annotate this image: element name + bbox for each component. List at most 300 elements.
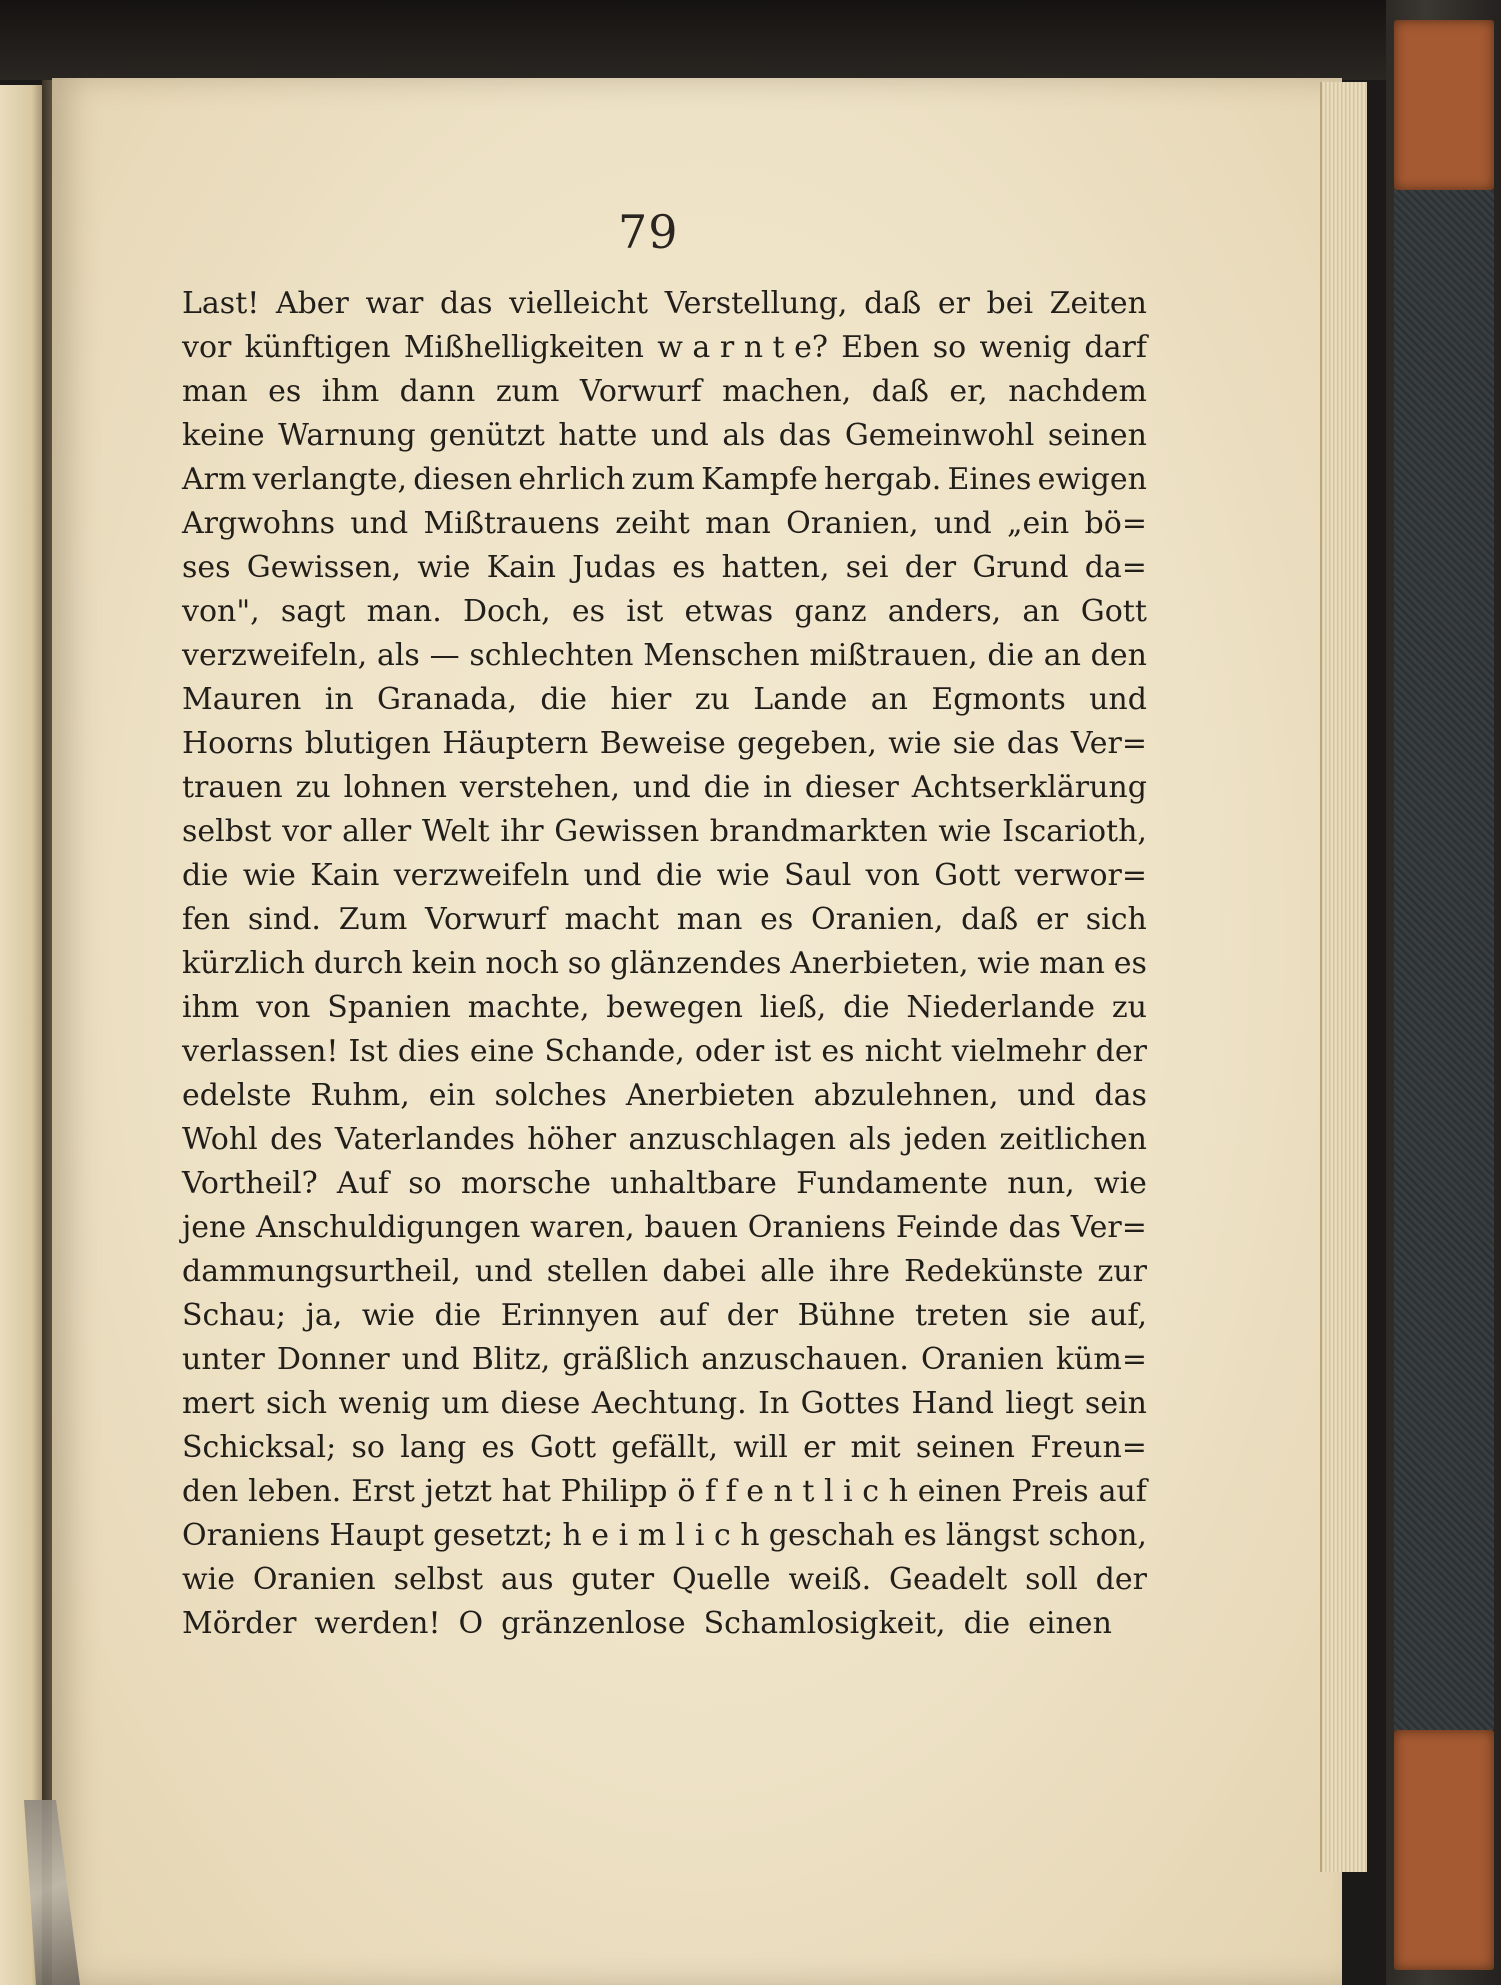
text-word: den <box>182 1474 239 1509</box>
text-word: Mißhelligkeiten <box>403 330 644 365</box>
text-line <box>182 326 1147 370</box>
text-word: Gewissen, <box>246 550 402 585</box>
text-word: mert <box>182 1386 255 1421</box>
text-word: es <box>821 1034 855 1069</box>
text-word: und <box>350 506 409 541</box>
text-word: jene <box>182 1210 247 1245</box>
text-word: es <box>481 1430 515 1465</box>
text-word: an <box>1022 594 1060 629</box>
text-word: man <box>1039 946 1105 981</box>
text-word: brandmarkten <box>709 814 928 849</box>
text-line <box>182 502 1147 546</box>
text-word: verzweifeln <box>393 858 570 893</box>
text-word: stellen <box>546 1254 649 1289</box>
text-word: Vortheil? <box>182 1166 318 1201</box>
text-word: hergab. <box>824 462 942 497</box>
text-word: so <box>408 1166 442 1201</box>
text-word: er, <box>949 374 988 409</box>
text-word: man <box>182 374 248 409</box>
text-word: Ver= <box>1070 1210 1147 1245</box>
text-word: sich <box>266 1386 328 1421</box>
text-word: und <box>632 770 691 805</box>
text-word: nicht <box>864 1034 942 1069</box>
text-word: er <box>1035 902 1069 937</box>
text-word: zu <box>694 682 730 717</box>
text-word: in <box>324 682 354 717</box>
text-word: schlechten <box>469 638 634 673</box>
text-word: das <box>1008 1210 1061 1245</box>
book-cover-top <box>0 0 1501 80</box>
text-word: weiß. <box>788 1562 872 1597</box>
text-word: das <box>1094 1078 1147 1113</box>
text-word: auf <box>1098 1474 1147 1509</box>
text-word: die <box>963 1606 1011 1641</box>
text-word: das <box>778 418 832 453</box>
text-word: dann <box>399 374 476 409</box>
text-word: Oranien, <box>786 506 919 541</box>
text-word: Bühne <box>797 1298 896 1333</box>
text-word: in <box>763 770 792 805</box>
text-line <box>182 1338 1147 1382</box>
text-word: Kampfe <box>701 462 818 497</box>
text-word: wie <box>716 858 770 893</box>
text-word: Arm <box>182 462 247 497</box>
text-word: dieser <box>804 770 899 805</box>
text-line <box>182 1514 1147 1558</box>
text-word: der <box>726 1298 779 1333</box>
text-line <box>182 370 1147 414</box>
text-word: Blitz, <box>471 1342 551 1377</box>
text-word: „ein <box>1007 506 1070 541</box>
text-line <box>182 942 1147 986</box>
text-word: Eben <box>841 330 920 365</box>
text-line <box>182 458 1147 502</box>
text-word: Mörder <box>182 1606 297 1641</box>
text-word: verstehen, <box>459 770 621 805</box>
text-word: gränzenlose <box>501 1606 686 1641</box>
text-word: auf, <box>1090 1298 1147 1333</box>
facing-page-edge <box>0 85 45 1985</box>
text-word: trauen <box>182 770 283 805</box>
text-line <box>182 1118 1147 1162</box>
text-word: Vorwurf <box>579 374 702 409</box>
text-word: Zeiten <box>1049 286 1147 321</box>
text-line <box>182 1030 1147 1074</box>
text-word: der <box>1095 1034 1147 1069</box>
text-word: Verstellung, <box>664 286 848 321</box>
text-word: der <box>1095 1562 1147 1597</box>
text-word: guter <box>571 1562 655 1597</box>
text-word: Aber <box>275 286 349 321</box>
text-word: Anschuldigungen <box>255 1210 521 1245</box>
text-line <box>182 1382 1147 1426</box>
text-word: so <box>932 330 967 365</box>
text-word: wenig <box>979 330 1072 365</box>
text-word: dies <box>397 1034 460 1069</box>
text-word: edelste <box>182 1078 292 1113</box>
text-word: anders, <box>887 594 1002 629</box>
text-word: es <box>1113 946 1147 981</box>
text-word: Saul <box>784 858 852 893</box>
text-word: zeiht <box>615 506 690 541</box>
text-word: es <box>760 902 794 937</box>
text-word: die <box>540 682 587 717</box>
text-word: zum <box>631 462 695 497</box>
text-word: Anerbieten <box>625 1078 795 1113</box>
text-word: gräßlich <box>562 1342 690 1377</box>
text-word: selbst <box>393 1562 484 1597</box>
text-word: will <box>733 1430 788 1465</box>
text-word: und <box>650 418 709 453</box>
text-word: Niederlande <box>906 990 1096 1025</box>
text-word: Schicksal; <box>182 1430 337 1465</box>
text-word: wie <box>242 858 296 893</box>
leather-corner-bottom <box>1394 1730 1494 1970</box>
text-word: Judas <box>572 550 656 585</box>
text-word: lohnen <box>343 770 447 805</box>
text-line <box>182 986 1147 1030</box>
text-word: die <box>703 770 751 805</box>
text-word: vielmehr <box>951 1034 1086 1069</box>
marbled-cloth-cover <box>1394 190 1494 1730</box>
text-line <box>182 1602 1147 1646</box>
text-word: glänzendes <box>610 946 782 981</box>
text-line <box>182 414 1147 458</box>
text-word: die <box>182 858 229 893</box>
text-word: an <box>1043 638 1081 673</box>
text-word: In <box>758 1386 790 1421</box>
text-word: Grund <box>972 550 1069 585</box>
text-word: Quelle <box>672 1562 771 1597</box>
text-word: Oraniens <box>182 1518 321 1553</box>
text-word: ihr <box>500 814 544 849</box>
text-word: hatten, <box>721 550 830 585</box>
text-word: zu <box>295 770 331 805</box>
text-word: Geadelt <box>889 1562 1008 1597</box>
text-word: Menschen <box>643 638 800 673</box>
text-word: Fundamente <box>796 1166 988 1201</box>
text-word: treten <box>914 1298 1009 1333</box>
text-word: liegt <box>1005 1386 1074 1421</box>
text-word: höher <box>527 1122 617 1157</box>
text-word: war <box>365 286 424 321</box>
text-word: oder <box>694 1034 765 1069</box>
text-word: daß <box>871 374 929 409</box>
text-word: Hoorns <box>182 726 294 761</box>
text-word: Oranien <box>252 1562 376 1597</box>
text-word: vielleicht <box>509 286 649 321</box>
text-word: einen <box>1028 1606 1112 1641</box>
text-word: und <box>1089 682 1147 717</box>
text-word: sie <box>1027 1298 1071 1333</box>
text-word: Ist <box>348 1034 388 1069</box>
text-word: Eines <box>947 462 1032 497</box>
text-word: und <box>583 858 642 893</box>
text-word: sagt <box>280 594 346 629</box>
text-word: Spanien <box>327 990 451 1025</box>
text-line <box>182 898 1147 942</box>
text-word: Mauren <box>182 682 302 717</box>
text-word: Erinnyen <box>500 1298 640 1333</box>
text-word: w a r n t e? <box>657 330 828 365</box>
text-line <box>182 1470 1147 1514</box>
text-word: O <box>458 1606 484 1641</box>
text-word: Aechtung. <box>591 1386 747 1421</box>
page-number: 79 <box>618 205 679 259</box>
text-word: noch <box>485 946 559 981</box>
text-word: anzuschlagen <box>628 1122 837 1157</box>
text-word: Last! <box>182 286 260 321</box>
text-word: und <box>1017 1078 1076 1113</box>
text-word: Welt <box>421 814 490 849</box>
text-word: ihm <box>321 374 380 409</box>
text-word: macht <box>564 902 660 937</box>
text-word: Oranien, <box>811 902 944 937</box>
text-word: aus <box>500 1562 554 1597</box>
text-word: bauen <box>644 1210 738 1245</box>
text-word: h e i m l i c h <box>562 1518 760 1553</box>
text-word: Iscarioth, <box>1002 814 1147 849</box>
page-stack-edges <box>1320 82 1367 1872</box>
text-word: Freun= <box>1030 1430 1147 1465</box>
text-word: Wohl <box>182 1122 258 1157</box>
text-word: darf <box>1084 330 1147 365</box>
text-word: ein <box>428 1078 476 1113</box>
text-word: verwor= <box>1014 858 1147 893</box>
text-word: Auf <box>336 1166 390 1201</box>
text-word: man. <box>366 594 442 629</box>
text-word: Vorwurf <box>425 902 547 937</box>
text-word: Zum <box>338 902 408 937</box>
text-word: von", <box>182 594 260 629</box>
text-line <box>182 810 1147 854</box>
text-word: und <box>933 506 992 541</box>
text-word: längst <box>945 1518 1040 1553</box>
text-line <box>182 1206 1147 1250</box>
text-word: abzulehnen, <box>813 1078 999 1113</box>
text-word: man <box>705 506 771 541</box>
text-word: bei <box>986 286 1034 321</box>
text-word: lang <box>400 1430 467 1465</box>
text-word: unter <box>182 1342 265 1377</box>
text-word: wie <box>361 1298 415 1333</box>
text-word: nun, <box>1007 1166 1075 1201</box>
text-word: zum <box>495 374 560 409</box>
text-word: hatte <box>558 418 638 453</box>
text-word: jetzt <box>424 1474 492 1509</box>
text-word: ist <box>774 1034 812 1069</box>
text-word: waren, <box>530 1210 635 1245</box>
text-word: mit <box>850 1430 901 1465</box>
text-word: wie <box>182 1562 236 1597</box>
text-word: Kain <box>486 550 556 585</box>
text-word: ses <box>182 550 231 585</box>
text-word: dabei <box>662 1254 746 1289</box>
text-word: Doch, <box>462 594 551 629</box>
text-word: sei <box>845 550 889 585</box>
text-word: morsche <box>460 1166 592 1201</box>
text-word: die <box>434 1298 482 1333</box>
text-word: von <box>865 858 920 893</box>
text-word: soll <box>1025 1562 1078 1597</box>
text-word: ja, <box>305 1298 343 1333</box>
text-line <box>182 634 1147 678</box>
text-word: wenig <box>338 1386 431 1421</box>
text-word: Haupt <box>329 1518 424 1553</box>
text-word: ihre <box>828 1254 890 1289</box>
text-word: es <box>571 594 606 629</box>
text-word: sein <box>1084 1386 1147 1421</box>
text-word: als <box>722 418 766 453</box>
text-word: unhaltbare <box>610 1166 777 1201</box>
text-word: Ruhm, <box>310 1078 410 1113</box>
text-line <box>182 1250 1147 1294</box>
text-word: es <box>672 550 706 585</box>
text-word: Donner <box>276 1342 390 1377</box>
text-word: nachdem <box>1008 374 1147 409</box>
text-line <box>182 1426 1147 1470</box>
text-word: diesen <box>413 462 513 497</box>
text-word: verzweifeln, <box>182 638 368 673</box>
text-word: wie <box>417 550 471 585</box>
text-word: Hand <box>911 1386 994 1421</box>
text-word: leben. <box>248 1474 342 1509</box>
text-word: und <box>401 1342 460 1377</box>
text-word: auf <box>658 1298 708 1333</box>
text-word: Oraniens <box>747 1210 886 1245</box>
text-word: bewegen <box>606 990 743 1025</box>
text-word: durch <box>313 946 403 981</box>
text-word: Beweise <box>599 726 726 761</box>
text-word: es <box>268 374 302 409</box>
text-word: Schande, <box>544 1034 685 1069</box>
text-line <box>182 1294 1147 1338</box>
text-line <box>182 722 1147 766</box>
text-word: hier <box>610 682 672 717</box>
text-word: als <box>848 1122 892 1157</box>
text-word: solches <box>494 1078 607 1113</box>
text-word: wie <box>938 814 992 849</box>
text-word: blutigen <box>304 726 431 761</box>
text-word: ö f f e n t l i c h <box>677 1474 908 1509</box>
text-word: so <box>567 946 602 981</box>
text-word: Granada, <box>377 682 518 717</box>
text-word: ehrlich <box>518 462 626 497</box>
text-word: künftigen <box>244 330 391 365</box>
text-word: Erst <box>351 1474 415 1509</box>
text-word: Redekünste <box>904 1254 1084 1289</box>
text-word: Preis <box>1011 1474 1089 1509</box>
text-line <box>182 590 1147 634</box>
text-word: so <box>351 1430 385 1465</box>
text-word: des <box>270 1122 323 1157</box>
text-word: Gott <box>529 1430 597 1465</box>
text-word: ließ, <box>759 990 827 1025</box>
text-word: daß <box>961 902 1019 937</box>
text-word: kein <box>411 946 477 981</box>
text-word: Feinde <box>895 1210 999 1245</box>
text-word: er <box>803 1430 836 1465</box>
text-word: Mißtrauens <box>423 506 600 541</box>
text-word: jeden <box>903 1122 987 1157</box>
text-word: mißtrauen, <box>809 638 978 673</box>
text-word: genützt <box>429 418 545 453</box>
text-word: Ver= <box>1070 726 1147 761</box>
text-word: alle <box>760 1254 815 1289</box>
text-word: einen <box>917 1474 1002 1509</box>
text-word: bö= <box>1084 506 1147 541</box>
text-word: die <box>843 990 890 1025</box>
text-line <box>182 282 1147 326</box>
text-word: Gott <box>1080 594 1147 629</box>
text-word: man <box>676 902 743 937</box>
text-word: seinen <box>1047 418 1147 453</box>
text-word: Gemeinwohl <box>844 418 1035 453</box>
text-word: seinen <box>915 1430 1015 1465</box>
text-word: Achtserklärung <box>911 770 1147 805</box>
text-line <box>182 854 1147 898</box>
text-word: den <box>1090 638 1147 673</box>
text-word: verlangte, <box>252 462 408 497</box>
text-word: ganz <box>794 594 867 629</box>
text-word: selbst <box>182 814 272 849</box>
text-word: ewigen <box>1037 462 1147 497</box>
text-word: zeitlichen <box>999 1122 1147 1157</box>
text-word: gesetzt; <box>433 1518 554 1553</box>
text-word: an <box>870 682 908 717</box>
text-word: sie <box>952 726 996 761</box>
text-word: es <box>903 1518 937 1553</box>
text-word: aller <box>342 814 412 849</box>
text-word: Schau; <box>182 1298 286 1333</box>
text-word: Gott <box>934 858 1001 893</box>
text-word: machte, <box>467 990 590 1025</box>
text-word: vor <box>182 330 232 365</box>
text-word: — <box>429 638 460 673</box>
text-word: Lande <box>753 682 848 717</box>
text-word: wie <box>977 946 1031 981</box>
text-word: Vaterlandes <box>334 1122 515 1157</box>
text-word: eine <box>469 1034 535 1069</box>
book-cover-edge <box>1386 0 1501 1985</box>
text-word: hat <box>501 1474 551 1509</box>
text-word: Argwohns <box>182 506 335 541</box>
text-word: Philipp <box>560 1474 668 1509</box>
text-word: gefällt, <box>611 1430 719 1465</box>
text-word: Anerbieten, <box>790 946 969 981</box>
text-line <box>182 546 1147 590</box>
text-word: ist <box>626 594 664 629</box>
text-word: schon, <box>1048 1518 1147 1553</box>
text-word: vor <box>282 814 332 849</box>
text-word: fen <box>182 902 231 937</box>
text-word: machen, <box>722 374 852 409</box>
text-word: verlassen! <box>182 1034 339 1069</box>
body-text <box>182 282 1147 1646</box>
text-line <box>182 1558 1147 1602</box>
text-line <box>182 678 1147 722</box>
text-word: Oranien <box>921 1342 1044 1377</box>
text-word: das <box>439 286 493 321</box>
text-word: Warnung <box>278 418 416 453</box>
text-word: wie <box>888 726 942 761</box>
text-word: um <box>441 1386 490 1421</box>
text-word: und <box>474 1254 533 1289</box>
text-word: werden! <box>314 1606 441 1641</box>
text-word: Gewissen <box>554 814 700 849</box>
text-word: küm= <box>1055 1342 1147 1377</box>
text-word: wie <box>1093 1166 1147 1201</box>
